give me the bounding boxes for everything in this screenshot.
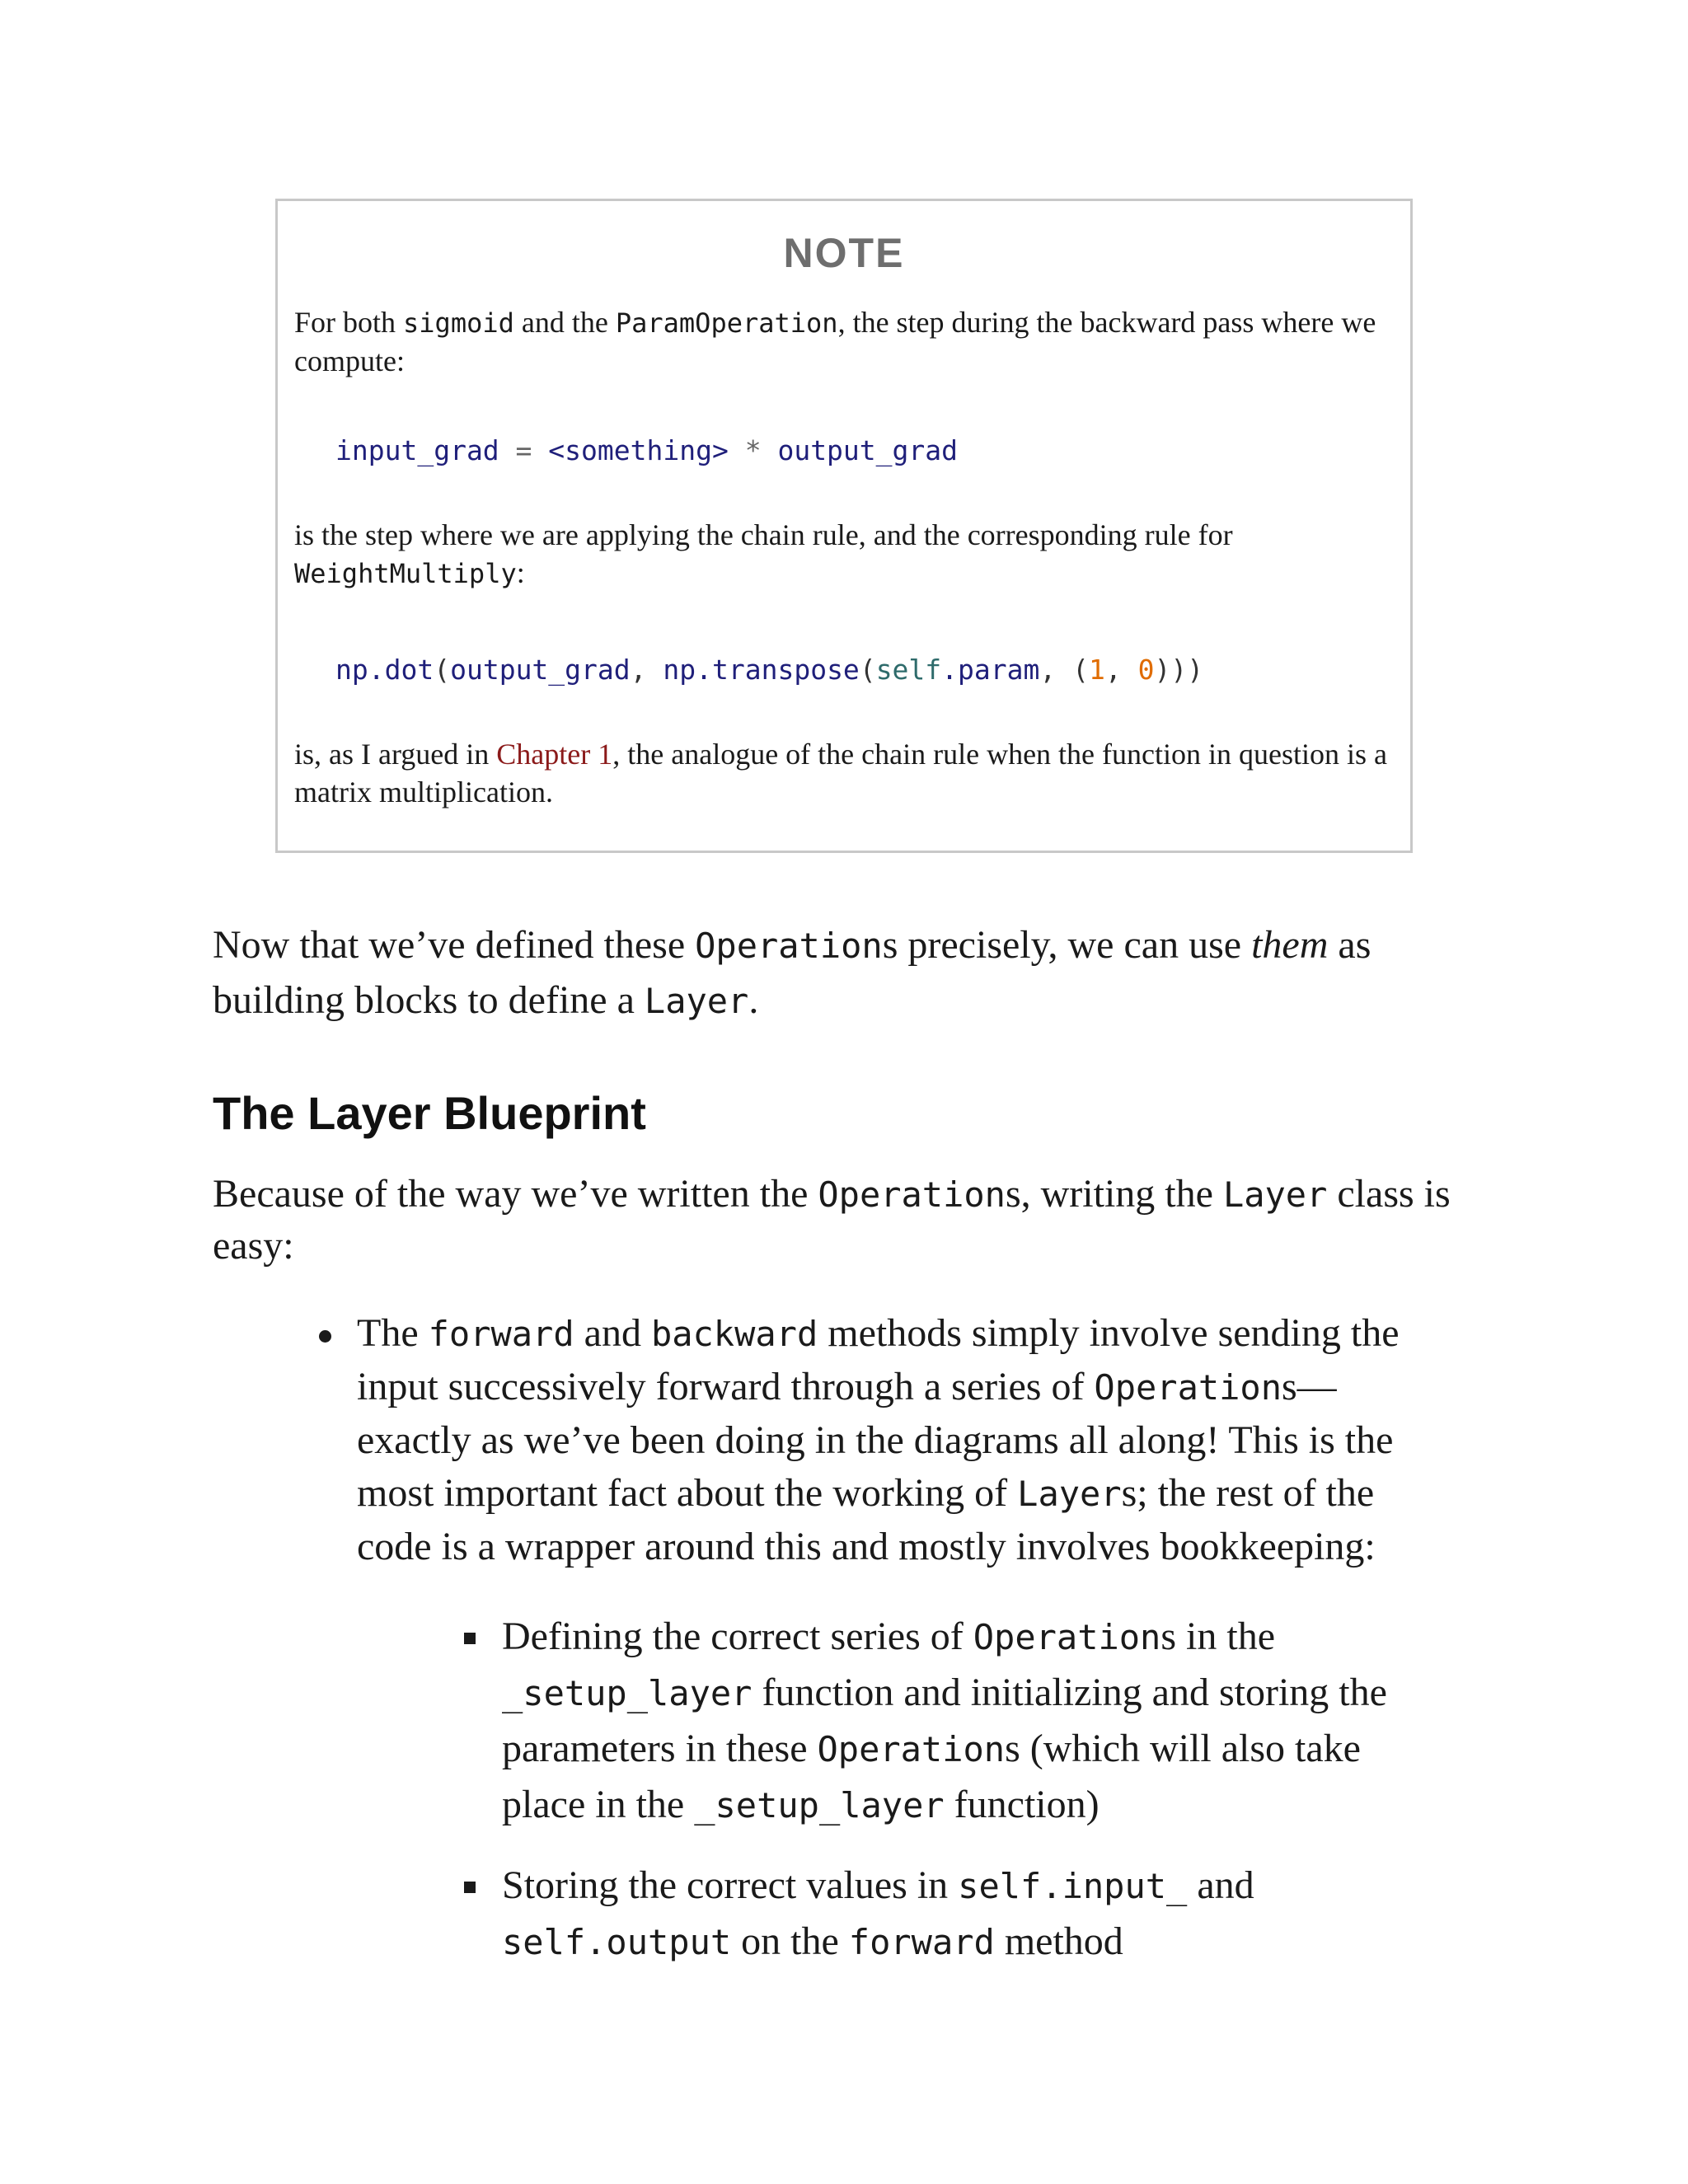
note-paragraph-1: For both sigmoid and the ParamOperation, the step during the backward pass where we compute: <box>294 306 1376 377</box>
sublist-item-storing-values: Storing the correct values in self.input_ and self.output on the forward method <box>502 1863 1254 1963</box>
code-snippet-np-dot: np.dot(output_grad, np.transpose(self.param, (1, 0))) <box>335 654 1204 686</box>
bullet-disc-icon <box>319 1330 331 1343</box>
note-paragraph-3: is, as I argued in Chapter 1, the analogue of the chain rule when the function in question is a matrix multiplication. <box>294 738 1387 808</box>
note-box <box>275 199 1413 853</box>
paragraph-operations-intro: Now that we’ve defined these Operations precisely, we can use them as building blocks to define a Layer. <box>213 923 1372 1022</box>
note-title: NOTE <box>783 230 905 276</box>
bullet-square-icon <box>464 1633 476 1644</box>
sublist-item-setup-layer: Defining the correct series of Operations in the _setup_layer function and initializing and storing the parameters in these Operations (which will also take place in the _setup_layer function) <box>502 1615 1387 1826</box>
paragraph-layer-class: Because of the way we’ve written the Operations, writing the Layer class is easy: <box>213 1172 1451 1268</box>
code-snippet-input-grad: input_grad = <something> * output_grad <box>335 434 958 466</box>
list-item-forward-backward: The forward and backward methods simply involve sending the input successively forward through a series of Operations— exactly as we’ve been doing in the diagrams all along! This is the most important fact about the working of Layers; the rest of the code is a wrapper around this and mostly involves bookkeeping: <box>357 1311 1400 1568</box>
section-heading: The Layer Blueprint <box>213 1087 646 1139</box>
note-paragraph-2: is the step where we are applying the chain rule, and the corresponding rule for WeightMultiply: <box>294 518 1233 589</box>
chapter-1-link[interactable]: Chapter 1 <box>496 738 613 771</box>
bullet-square-icon <box>464 1882 476 1893</box>
